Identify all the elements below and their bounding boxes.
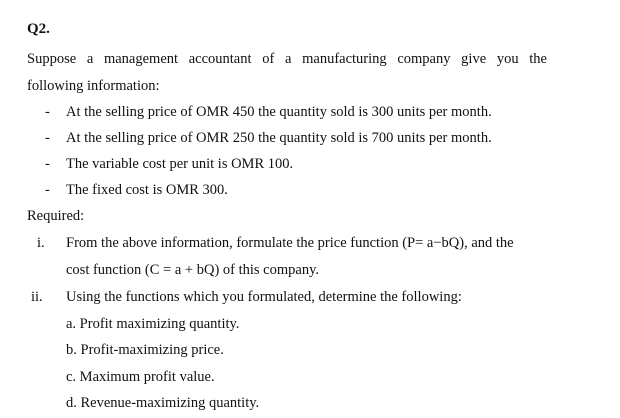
sub-item: d. Revenue-maximizing quantity. — [66, 395, 260, 411]
requirement-marker: ii. — [31, 289, 43, 305]
requirement-marker: i. — [37, 235, 45, 251]
bullet-marker: - — [45, 104, 50, 120]
sub-item: c. Maximum profit value. — [66, 369, 215, 385]
bullet-text: The variable cost per unit is OMR 100. — [66, 156, 294, 172]
bullet-text: At the selling price of OMR 450 the quantity sold is 300 units per month. — [66, 104, 492, 120]
sub-item: b. Profit-maximizing price. — [66, 342, 224, 358]
requirement-text-line-1: Using the functions which you formulated, determine the following: — [66, 289, 462, 305]
bullet-text: The fixed cost is OMR 300. — [66, 182, 228, 198]
required-label: Required: — [27, 208, 85, 224]
bullet-marker: - — [45, 130, 50, 146]
sub-item: a. Profit maximizing quantity. — [66, 316, 240, 332]
requirement-text-line-2: cost function (C = a + bQ) of this company. — [66, 262, 320, 278]
question-heading: Q2. — [27, 21, 50, 37]
intro-line-2: following information: — [27, 78, 160, 94]
requirement-text-line-1: From the above information, formulate the price function (P= a−bQ), and the — [66, 235, 514, 251]
bullet-marker: - — [45, 182, 50, 198]
bullet-marker: - — [45, 156, 50, 172]
bullet-text: At the selling price of OMR 250 the quantity sold is 700 units per month. — [66, 130, 492, 146]
intro-line-1: Suppose a management accountant of a manufacturing company give you the — [27, 51, 547, 67]
